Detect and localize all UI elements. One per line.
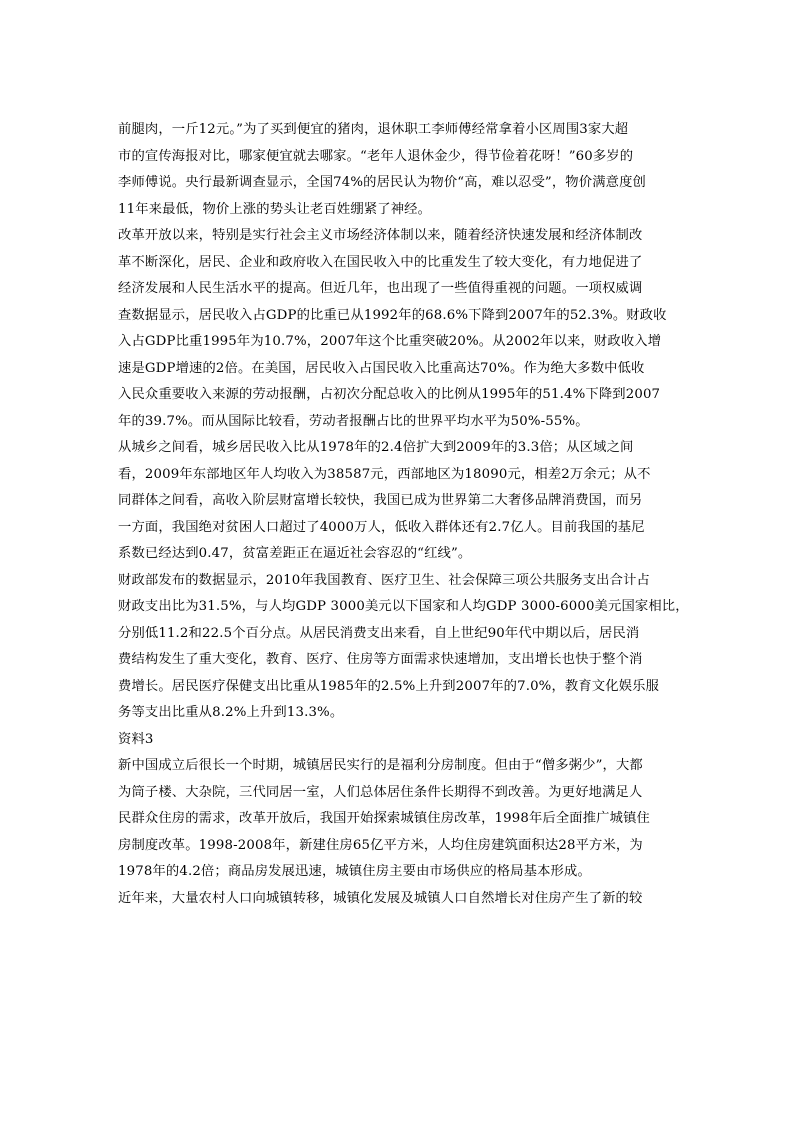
text-line: 11年来最低，物价上涨的势头让老百姓绷紧了神经。 xyxy=(118,201,432,217)
text-line: 系数已经达到0.47，贫富差距正在逼近社会容忍的“红线”。 xyxy=(118,546,472,561)
text-line: 为筒子楼、大杂院，三代同居一室，人们总体居住条件长期得不到改善。为更好地满足人 xyxy=(118,784,643,800)
text-line: 1978年的4.2倍；商品房发展迅速，城镇住房主要由市场供应的格局基本形成。 xyxy=(118,864,591,879)
text-line: 改革开放以来，特别是实行社会主义市场经济体制以来，随着经济快速发展和经济体制改 xyxy=(118,228,643,243)
text-line: 速是GDP增速的2倍。在美国，居民收入占国民收入比重高达70%。作为绝大多数中低收 xyxy=(118,360,645,376)
text-line: 革不断深化，居民、企业和政府收入在国民收入中的比重发生了较大变化，有力地促进了 xyxy=(118,254,643,270)
text-line: 新中国成立后很长一个时期，城镇居民实行的是福利分房制度。但由于“僧多粥少”，大都 xyxy=(118,758,643,773)
text-line: 近年来，大量农村人口向城镇转移，城镇化发展及城镇人口自然增长对住房产生了新的较 xyxy=(118,890,643,906)
text-line: 市的宣传海报对比，哪家便宜就去哪家。“老年人退休金少，得节俭着花呀！”60多岁的 xyxy=(118,148,634,164)
text-line: 房制度改革。1998-2008年，新建住房65亿平方米，人均住房建筑面积达28平方米，为 xyxy=(118,837,643,853)
text-line: 费结构发生了重大变化，教育、医疗、住房等方面需求快速增加，支出增长也快于整个消 xyxy=(118,652,643,667)
section-heading: 资料3 xyxy=(118,731,154,747)
text-line: 经济发展和人民生活水平的提高。但近几年，也出现了一些值得重视的问题。一项权威调 xyxy=(118,281,643,296)
text-line: 费增长。居民医疗保健支出比重从1985年的2.5%上升到2007年的7.0%，教育文化娱乐服 xyxy=(118,678,660,694)
text-line: 务等支出比重从8.2%上升到13.3%。 xyxy=(118,705,344,720)
text-line: 财政支出比为31.5%，与人均GDP 3000美元以下国家和人均GDP 3000-6000美元国家相比， xyxy=(118,599,689,614)
document-body xyxy=(118,117,689,912)
text-line: 民群众住房的需求，改革开放后，我国开始探索城镇住房改革，1998年后全面推广城镇住 xyxy=(118,811,650,826)
text-line: 年的39.7%。而从国际比较看，劳动者报酬占比的世界平均水平为50%-55%。 xyxy=(118,413,589,429)
text-line: 财政部发布的数据显示，2010年我国教育、医疗卫生、社会保障三项公共服务支出合计占 xyxy=(118,572,650,588)
text-line: 同群体之间看，高收入阶层财富增长较快，我国已成为世界第二大奢侈品牌消费国，而另 xyxy=(118,493,643,508)
text-line: 查数据显示，居民收入占GDP的比重已从1992年的68.6%下降到2007年的52.3%。财政收 xyxy=(118,307,667,323)
text-line: 一方面，我国绝对贫困人口超过了4000万人，低收入群体还有2.7亿人。目前我国的基尼 xyxy=(118,519,645,535)
text-line: 看，2009年东部地区年人均收入为38587元，西部地区为18090元，相差2万余元；从不 xyxy=(118,466,651,482)
text-line: 从城乡之间看，城乡居民收入比从1978年的2.4倍扩大到2009年的3.3倍；从区域之间 xyxy=(118,440,634,455)
text-line: 入占GDP比重1995年为10.7%，2007年这个比重突破20%。从2002年以来，财政收入增 xyxy=(118,334,662,349)
text-line: 分别低11.2和22.5个百分点。从居民消费支出来看，自上世纪90年代中期以后，居民消 xyxy=(118,625,640,641)
text-line: 李师傅说。央行最新调查显示，全国74%的居民认为物价“高，难以忍受”，物价满意度创 xyxy=(118,175,646,190)
text-line: 前腿肉，一斤12元。”为了买到便宜的猪肉，退休职工李师傅经常拿着小区周围3家大超 xyxy=(118,122,629,137)
text-line: 入民众重要收入来源的劳动报酬，占初次分配总收入的比例从1995年的51.4%下降到2007 xyxy=(118,387,661,402)
